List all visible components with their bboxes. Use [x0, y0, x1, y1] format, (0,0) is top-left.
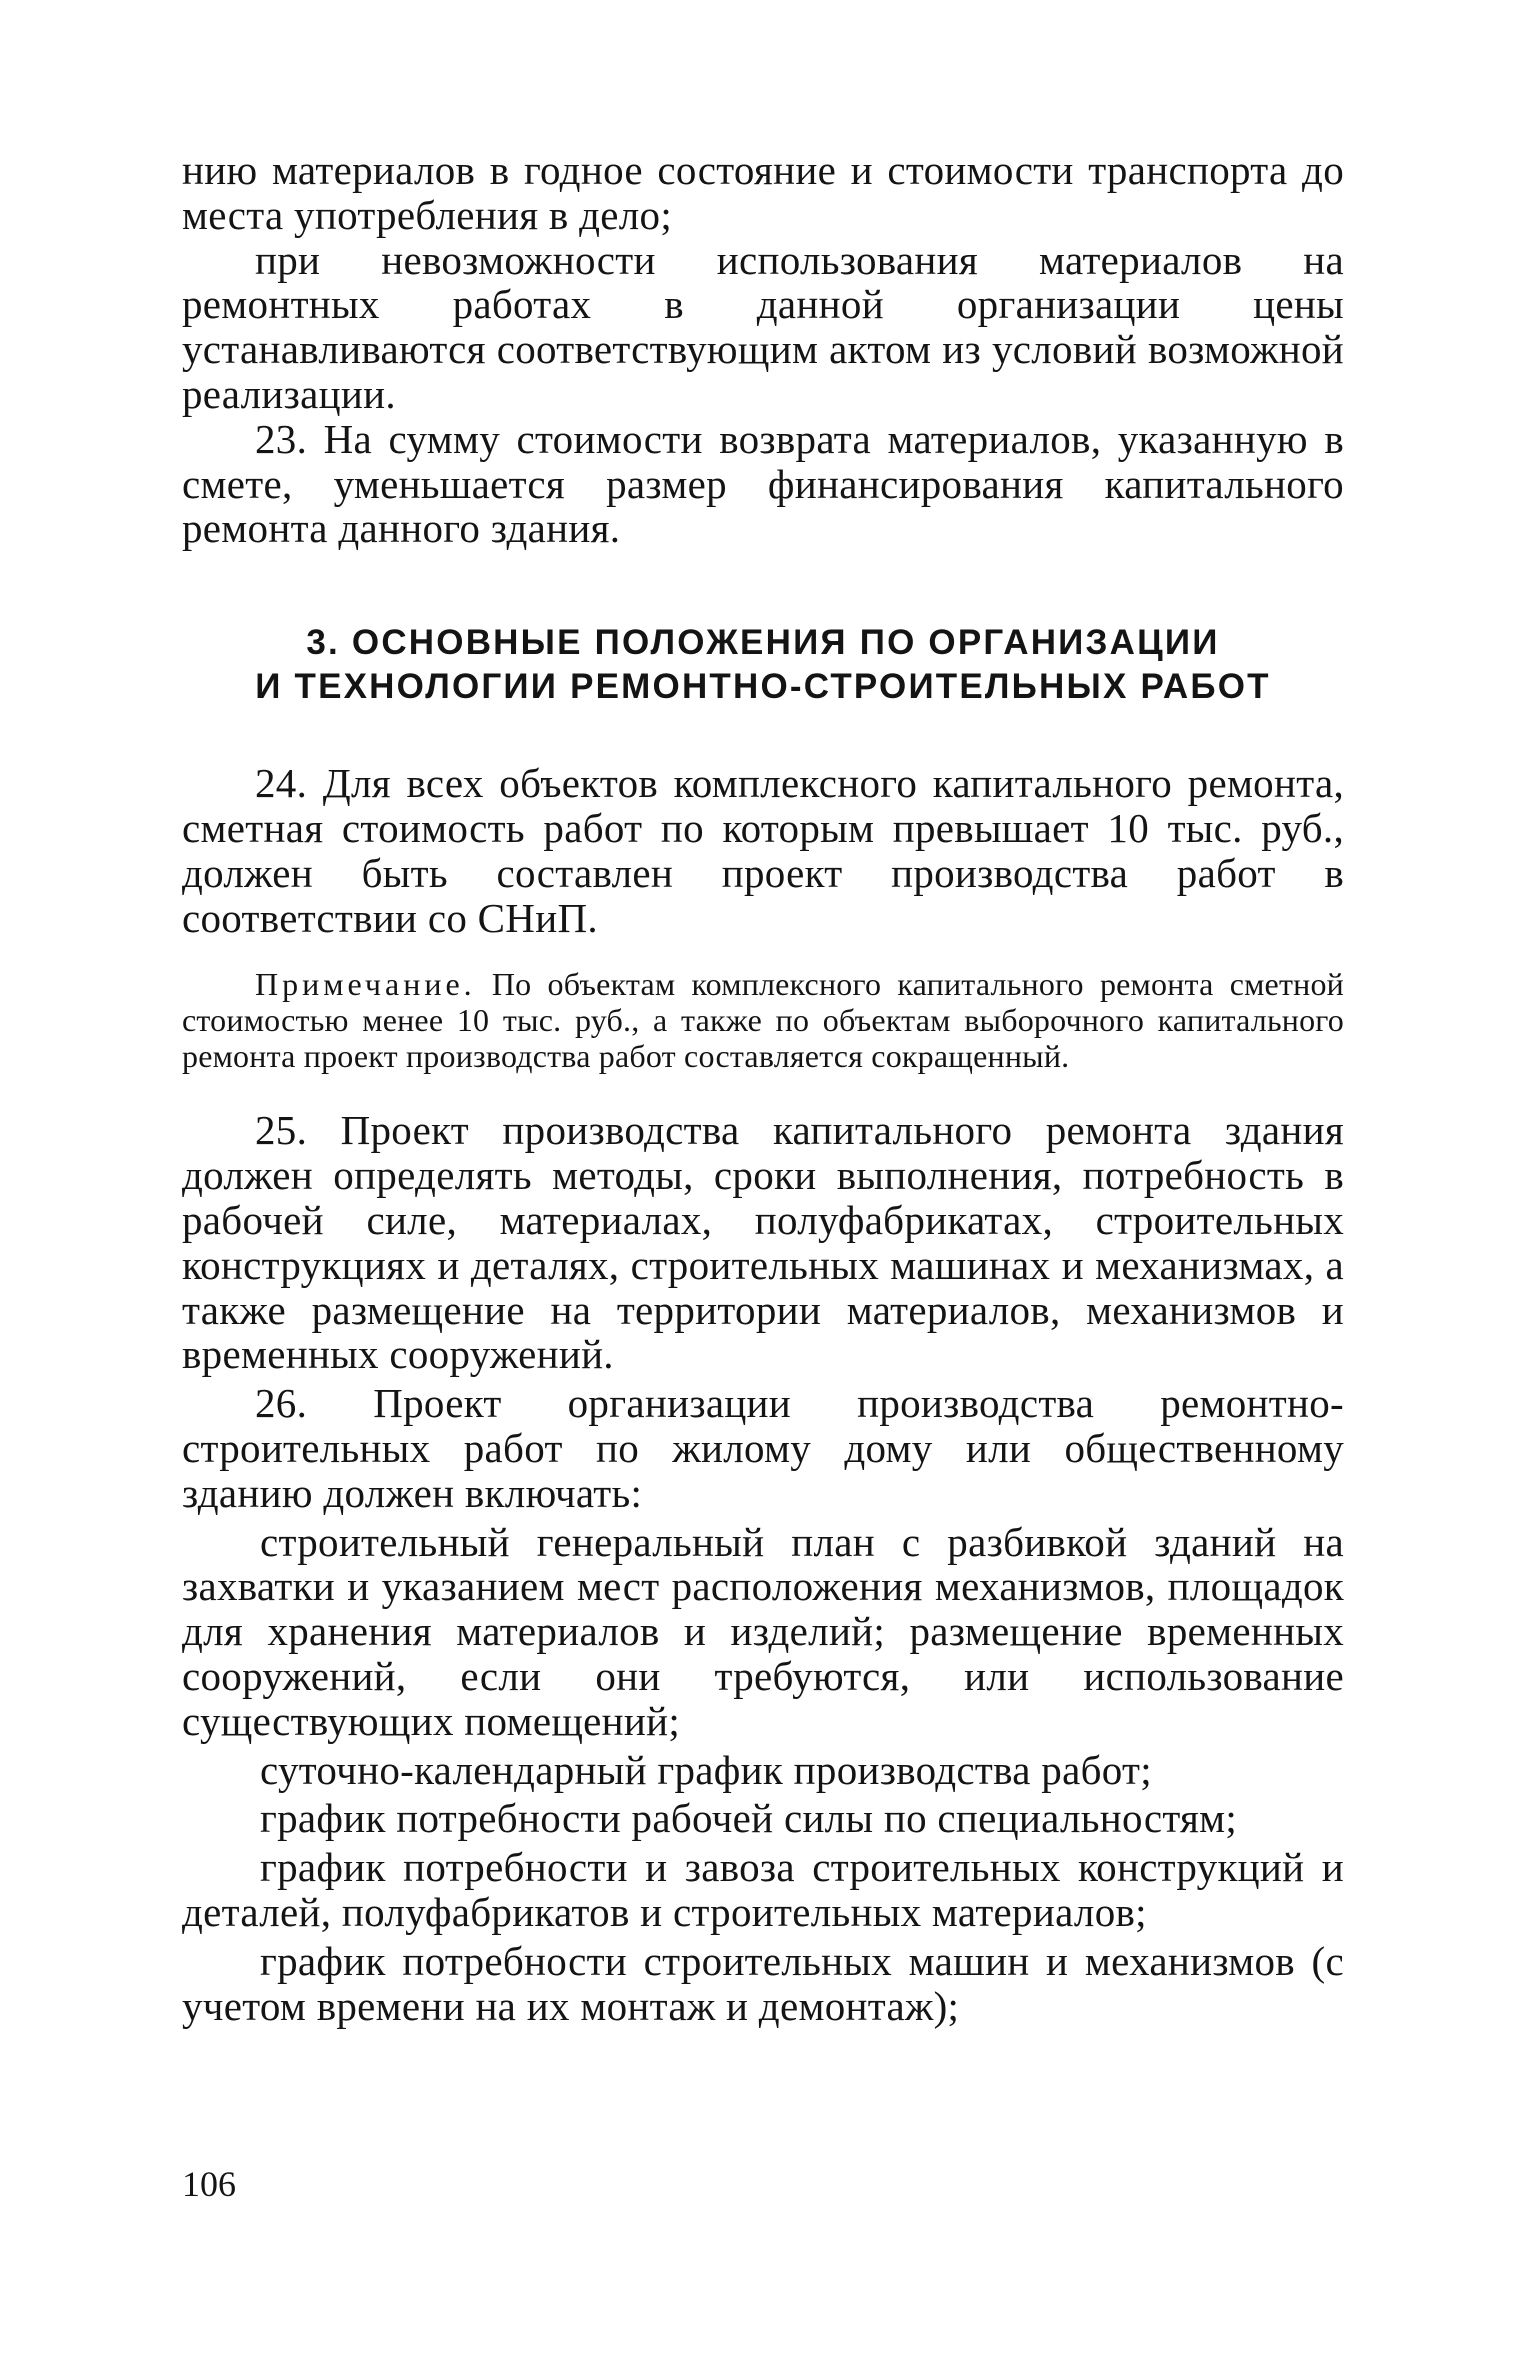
paragraph-continuation: нию материалов в годное состояние и стоимости транспорта до места употребления в дело;: [182, 147, 1344, 238]
section-heading-line-1: 3. ОСНОВНЫЕ ПОЛОЖЕНИЯ ПО ОРГАНИЗАЦИИ: [306, 623, 1220, 663]
list-item-labor-schedule: график потребности рабочей силы по специальностям;: [260, 1795, 1238, 1842]
list-item-materials-schedule: график потребности и завоза строительных конструкций и деталей, полуфабрикатов и строительных материалов;: [182, 1844, 1344, 1935]
list-item-machinery-schedule: график потребности строительных машин и механизмов (с учетом времени на их монтаж и демонтаж);: [182, 1937, 1344, 2029]
note-text: По объектам комплексного капитального ремонта сметной стоимостью менее 10 тыс. руб., а также по объектам выборочного капитального ремонта проект производства работ составляется сокращенный.: [182, 966, 1344, 1075]
paragraph-23: 23. На сумму стоимости возврата материалов, указанную в смете, уменьшается размер финансирования капитального ремонта данного здания.: [182, 415, 1344, 552]
section-heading-line-2: И ТЕХНОЛОГИИ РЕМОНТНО-СТРОИТЕЛЬНЫХ РАБОТ: [255, 667, 1271, 707]
section-heading: [182, 621, 1344, 709]
page-number: 106: [182, 2164, 236, 2204]
paragraph-25: 25. Проект производства капитального ремонта здания должен определять методы, сроки выполнения, потребность в рабочей силе, материалах, полуфабрикатах, строительных конструкциях и деталях, строительных машинах и механизмах, а также размещение на территории материалов, механизмов и временных сооружений.: [182, 1107, 1344, 1378]
paragraph-materials-pricing: при невозможности использования материалов на ремонтных работах в данной организации цены устанавливаются соответствующим актом из условий возможной реализации.: [182, 236, 1344, 417]
list-item-site-plan: строительный генеральный план с разбивкой зданий на захватки и указанием мест расположения механизмов, площадок для хранения материалов и изделий; размещение временных сооружений, если они требуются, или использование существующих помещений;: [182, 1518, 1344, 1744]
paragraph-26: 26. Проект организации производства ремонтно-строительных работ по жилому дому или общественному зданию должен включать:: [182, 1380, 1344, 1516]
list-item-daily-schedule: суточно-календарный график производства работ;: [260, 1746, 1152, 1793]
note-label: Примечание.: [255, 966, 476, 1003]
paragraph-24: 24. Для всех объектов комплексного капитального ремонта, сметная стоимость работ по которым превышает 10 тыс. руб., должен быть составлен проект производства работ в соответствии со СНиП.: [182, 760, 1344, 941]
book-page: [182, 148, 1344, 2028]
note: [182, 966, 1344, 1074]
